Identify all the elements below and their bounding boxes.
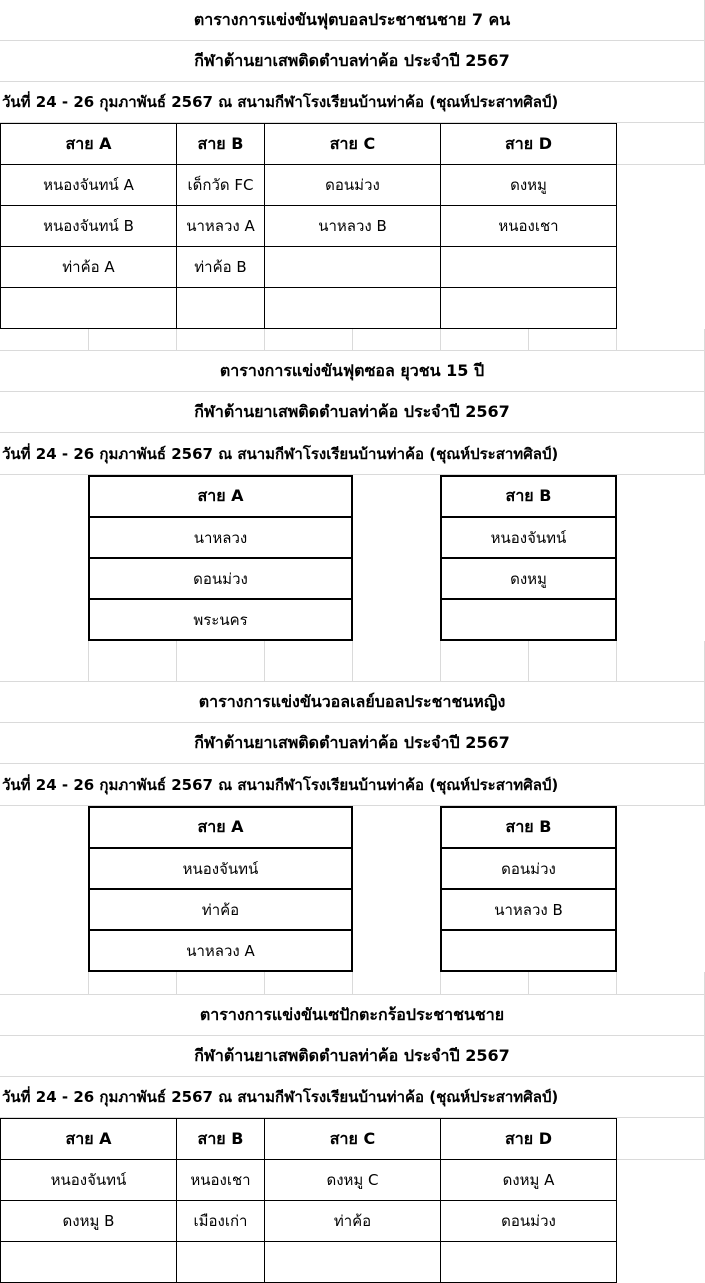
empty-cell bbox=[0, 972, 89, 995]
empty-cell bbox=[0, 641, 89, 682]
team-cell: หนองจันทน์ A bbox=[0, 164, 177, 206]
empty-cell bbox=[617, 641, 705, 682]
group-header: สาย B bbox=[176, 123, 265, 165]
team-cell bbox=[0, 1241, 177, 1283]
team-cell: นาหลวง A bbox=[176, 205, 265, 247]
section-title: ตารางการแข่งขันฟุตบอลประชาชนชาย 7 คน bbox=[0, 0, 705, 41]
section-subtitle: กีฬาต้านยาเสพติดตำบลท่าค้อ ประจำปี 2567 bbox=[0, 1036, 705, 1077]
team-cell: ดอนม่วง bbox=[440, 1200, 617, 1242]
empty-cell bbox=[177, 972, 265, 995]
empty-cell bbox=[89, 972, 177, 995]
group-header: สาย A bbox=[88, 806, 353, 849]
team-cell: หนองจันทน์ B bbox=[0, 205, 177, 247]
group-header: สาย A bbox=[0, 123, 177, 165]
team-cell: หนองจันทน์ bbox=[440, 516, 617, 559]
group-header: สาย C bbox=[264, 1118, 441, 1160]
team-cell bbox=[264, 287, 441, 329]
empty-cell bbox=[441, 972, 529, 995]
team-cell bbox=[440, 929, 617, 972]
empty-cell bbox=[529, 641, 617, 682]
team-cell: ดอนม่วง bbox=[440, 847, 617, 890]
team-cell bbox=[440, 1241, 617, 1283]
empty-cell bbox=[441, 329, 529, 351]
empty-cell bbox=[353, 641, 441, 682]
team-cell: ท่าค้อ bbox=[88, 888, 353, 931]
team-cell: พระนคร bbox=[88, 598, 353, 641]
team-cell bbox=[440, 287, 617, 329]
empty-cell bbox=[177, 641, 265, 682]
section-date: วันที่ 24 - 26 กุมภาพันธ์ 2567 ณ สนามกีฬาโรงเรียนบ้านท่าค้อ (ชุณห์ประสาทศิลป์) bbox=[0, 82, 705, 123]
team-cell bbox=[440, 246, 617, 288]
section-date: วันที่ 24 - 26 กุมภาพันธ์ 2567 ณ สนามกีฬาโรงเรียนบ้านท่าค้อ (ชุณห์ประสาทศิลป์) bbox=[0, 433, 705, 475]
team-cell: หนองเชา bbox=[440, 205, 617, 247]
team-cell: นาหลวง A bbox=[88, 929, 353, 972]
empty-cell bbox=[265, 641, 353, 682]
section-title: ตารางการแข่งขันฟุตซอล ยุวชน 15 ปี bbox=[0, 351, 705, 392]
empty-cell bbox=[89, 329, 177, 351]
team-cell bbox=[176, 1241, 265, 1283]
empty-cell bbox=[0, 329, 89, 351]
section-date: วันที่ 24 - 26 กุมภาพันธ์ 2567 ณ สนามกีฬาโรงเรียนบ้านท่าค้อ (ชุณห์ประสาทศิลป์) bbox=[0, 764, 705, 806]
empty-cell bbox=[441, 641, 529, 682]
team-cell: ดอนม่วง bbox=[88, 557, 353, 600]
group-header: สาย C bbox=[264, 123, 441, 165]
group-header: สาย B bbox=[440, 475, 617, 518]
section-subtitle: กีฬาต้านยาเสพติดตำบลท่าค้อ ประจำปี 2567 bbox=[0, 392, 705, 433]
team-cell: หนองจันทน์ bbox=[88, 847, 353, 890]
section-title: ตารางการแข่งขันเซปักตะกร้อประชาชนชาย bbox=[0, 995, 705, 1036]
team-cell: นาหลวง B bbox=[440, 888, 617, 931]
team-cell: ดงหมู A bbox=[440, 1159, 617, 1201]
team-cell bbox=[264, 246, 441, 288]
empty-cell bbox=[617, 329, 705, 351]
group-header: สาย A bbox=[0, 1118, 177, 1160]
team-cell: ดงหมู C bbox=[264, 1159, 441, 1201]
empty-cell bbox=[265, 329, 353, 351]
section-subtitle: กีฬาต้านยาเสพติดตำบลท่าค้อ ประจำปี 2567 bbox=[0, 41, 705, 82]
team-cell: เมืองเก่า bbox=[176, 1200, 265, 1242]
group-header: สาย D bbox=[440, 123, 617, 165]
empty-cell bbox=[529, 972, 617, 995]
team-cell bbox=[440, 598, 617, 641]
team-cell: ท่าค้อ A bbox=[0, 246, 177, 288]
empty-cell bbox=[353, 972, 441, 995]
group-header: สาย B bbox=[176, 1118, 265, 1160]
section-title: ตารางการแข่งขันวอลเลย์บอลประชาชนหญิง bbox=[0, 682, 705, 723]
empty-cell bbox=[617, 972, 705, 995]
empty-cell bbox=[265, 972, 353, 995]
section-subtitle: กีฬาต้านยาเสพติดตำบลท่าค้อ ประจำปี 2567 bbox=[0, 723, 705, 764]
team-cell: ดงหมู bbox=[440, 557, 617, 600]
section-date: วันที่ 24 - 26 กุมภาพันธ์ 2567 ณ สนามกีฬาโรงเรียนบ้านท่าค้อ (ชุณห์ประสาทศิลป์) bbox=[0, 1077, 705, 1118]
group-header: สาย B bbox=[440, 806, 617, 849]
team-cell: นาหลวง bbox=[88, 516, 353, 559]
empty-cell bbox=[617, 1118, 705, 1160]
empty-cell bbox=[529, 329, 617, 351]
team-cell bbox=[176, 287, 265, 329]
group-header: สาย A bbox=[88, 475, 353, 518]
team-cell bbox=[0, 287, 177, 329]
team-cell: เด็กวัด FC bbox=[176, 164, 265, 206]
team-cell: หนองจันทน์ bbox=[0, 1159, 177, 1201]
empty-cell bbox=[177, 329, 265, 351]
team-cell: หนองเชา bbox=[176, 1159, 265, 1201]
team-cell: ดอนม่วง bbox=[264, 164, 441, 206]
team-cell: นาหลวง B bbox=[264, 205, 441, 247]
team-cell: ดงหมู B bbox=[0, 1200, 177, 1242]
team-cell: ท่าค้อ bbox=[264, 1200, 441, 1242]
team-cell: ท่าค้อ B bbox=[176, 246, 265, 288]
team-cell bbox=[264, 1241, 441, 1283]
group-header: สาย D bbox=[440, 1118, 617, 1160]
team-cell: ดงหมู bbox=[440, 164, 617, 206]
empty-cell bbox=[353, 329, 441, 351]
empty-cell bbox=[617, 123, 705, 165]
empty-cell bbox=[89, 641, 177, 682]
